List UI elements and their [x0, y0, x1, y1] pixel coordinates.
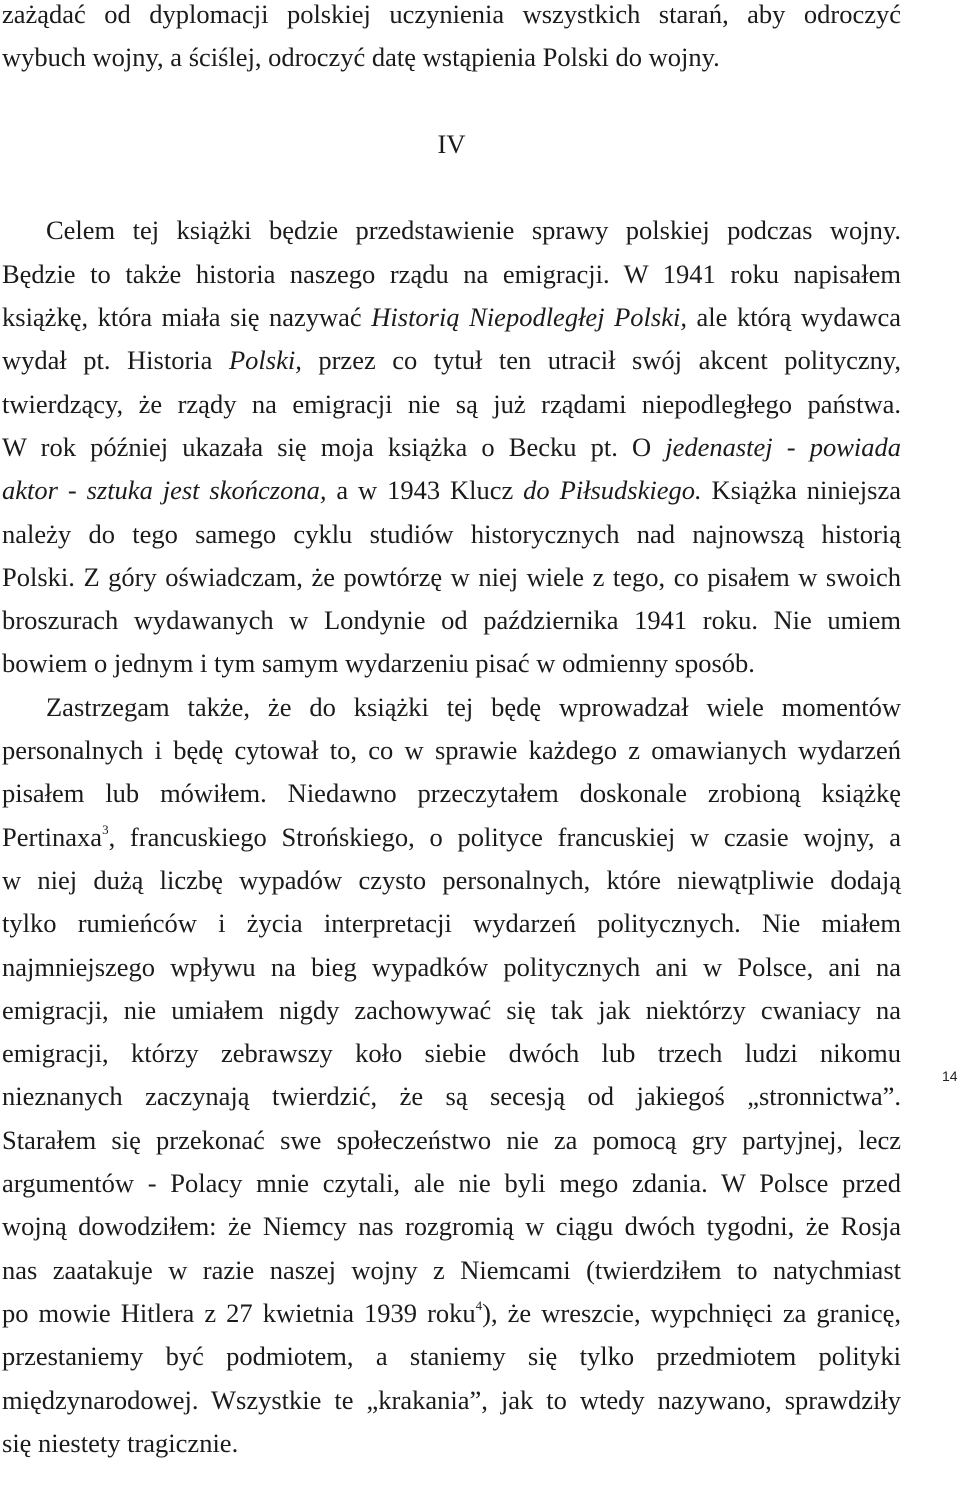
book-title: jedenastej - powiada [665, 431, 901, 462]
text-line: emigracji, którzy zebrawszy koło siebie dwóch lub trzech ludzi nikomu [2, 1038, 901, 1069]
text-line: nas zaatakuje w razie naszej wojny z Niemcami (twierdziłem to natychmiast [2, 1254, 901, 1285]
book-title: do Piłsudskiego. [523, 475, 702, 506]
text-run: , francuskiego Strońskiego, o polityce francuskiej w czasie wojny, a [108, 821, 901, 852]
section-heading: IV [437, 128, 466, 159]
text-line: tylko rumieńców i życia interpretacji wydarzeń politycznych. Nie miałem [2, 908, 901, 939]
page-number: 14 [942, 1068, 958, 1084]
spacer [2, 166, 901, 209]
text-line: bowiem o jednym i tym samym wydarzeniu pisać w odmienny sposób. [2, 648, 755, 679]
text-line: w niej dużą liczbę wypadów czysto personalnych, które niewątpliwie dodają [2, 864, 901, 895]
footnote-marker: 3 [102, 821, 109, 837]
text-run: W rok później ukazała się moja książka o Becku pt. O [2, 431, 666, 462]
text-line [2, 1292, 901, 1335]
text-line: emigracji, nie umiałem nigdy zachowywać się tak jak niektórzy cwaniacy na [2, 994, 901, 1025]
text-line: zażądać od dyplomacji polskiej uczynienia wszystkich starań, aby odroczyć [2, 0, 901, 29]
text-line: pisałem lub mówiłem. Niedawno przeczytałem doskonale zrobioną książkę [2, 778, 901, 809]
text-line [2, 469, 901, 512]
book-title: Polski, [228, 345, 302, 376]
text-line: twierdzący, że rządy na emigracji nie są już rządami niepodległego państwa. [2, 388, 901, 419]
paragraph-2 [2, 686, 901, 1465]
text-run: ale którą wydawca [686, 302, 901, 333]
footnote-marker: 4 [475, 1298, 483, 1314]
text-line: międzynarodowej. Wszystkie te „krakania”, jak to wtedy nazywano, sprawdziły [2, 1384, 901, 1415]
text-line [2, 816, 901, 859]
text-run: książkę, która miała się nazywać [2, 302, 372, 333]
book-title: aktor - sztuka jest skończona, [2, 475, 327, 506]
book-title: Historią Niepodległej Polski, [371, 302, 687, 333]
text-run: a w 1943 Klucz [326, 475, 524, 506]
text-run: przez co tytuł ten utracił swój akcent polityczny, [301, 345, 902, 376]
text-line: Będzie to także historia naszego rządu na emigracji. W 1941 roku napisałem [2, 258, 901, 289]
text-run: ), że wreszcie, wypchnięci za granicę, [482, 1297, 901, 1328]
text-line [2, 296, 901, 339]
text-line: się niestety tragicznie. [2, 1427, 239, 1458]
paragraph-1 [2, 209, 901, 685]
text-line: wojną dowodziłem: że Niemcy nas rozgromią w ciągu dwóch tygodni, że Rosja [2, 1211, 901, 1242]
body-text [2, 0, 901, 1465]
text-line: argumentów - Polacy mnie czytali, ale nie byli mego zdania. W Polsce przed [2, 1168, 901, 1199]
text-run: po mowie Hitlera z 27 kwietnia 1939 roku [2, 1297, 476, 1328]
text-line: Celem tej książki będzie przedstawienie sprawy polskiej podczas wojny. [46, 215, 901, 246]
text-line [2, 339, 901, 382]
text-line [2, 426, 901, 469]
text-line: personalnych i będę cytował to, co w sprawie każdego z omawianych wydarzeń [2, 735, 901, 766]
text-line: należy do tego samego cyklu studiów historycznych nad najnowszą historią [2, 518, 901, 549]
text-line: Zastrzegam także, że do książki tej będę wprowadzał wiele momentów [46, 691, 901, 722]
text-line: Starałem się przekonać swe społeczeństwo nie za pomocą gry partyjnej, lecz [2, 1124, 901, 1155]
text-run: wydał pt. Historia [2, 345, 229, 376]
text-line: przestaniemy być podmiotem, a staniemy się tylko przedmiotem polityki [2, 1341, 901, 1372]
text-run: Pertinaxa [2, 821, 103, 852]
text-line: broszurach wydawanych w Londynie od października 1941 roku. Nie umiem [2, 605, 901, 636]
spacer [2, 80, 901, 123]
text-line: najmniejszego wpływu na bieg wypadków politycznych ani w Polsce, ani na [2, 951, 901, 982]
text-line: nieznanych zaczynają twierdzić, że są secesją od jakiegoś „stronnictwa”. [2, 1081, 901, 1112]
text-run: Książka niniejsza [701, 475, 901, 506]
text-line: wybuch wojny, a ściślej, odroczyć datę wstąpienia Polski do wojny. [2, 42, 720, 73]
text-line: Polski. Z góry oświadczam, że powtórzę w niej wiele z tego, co pisałem w swoich [2, 561, 901, 592]
